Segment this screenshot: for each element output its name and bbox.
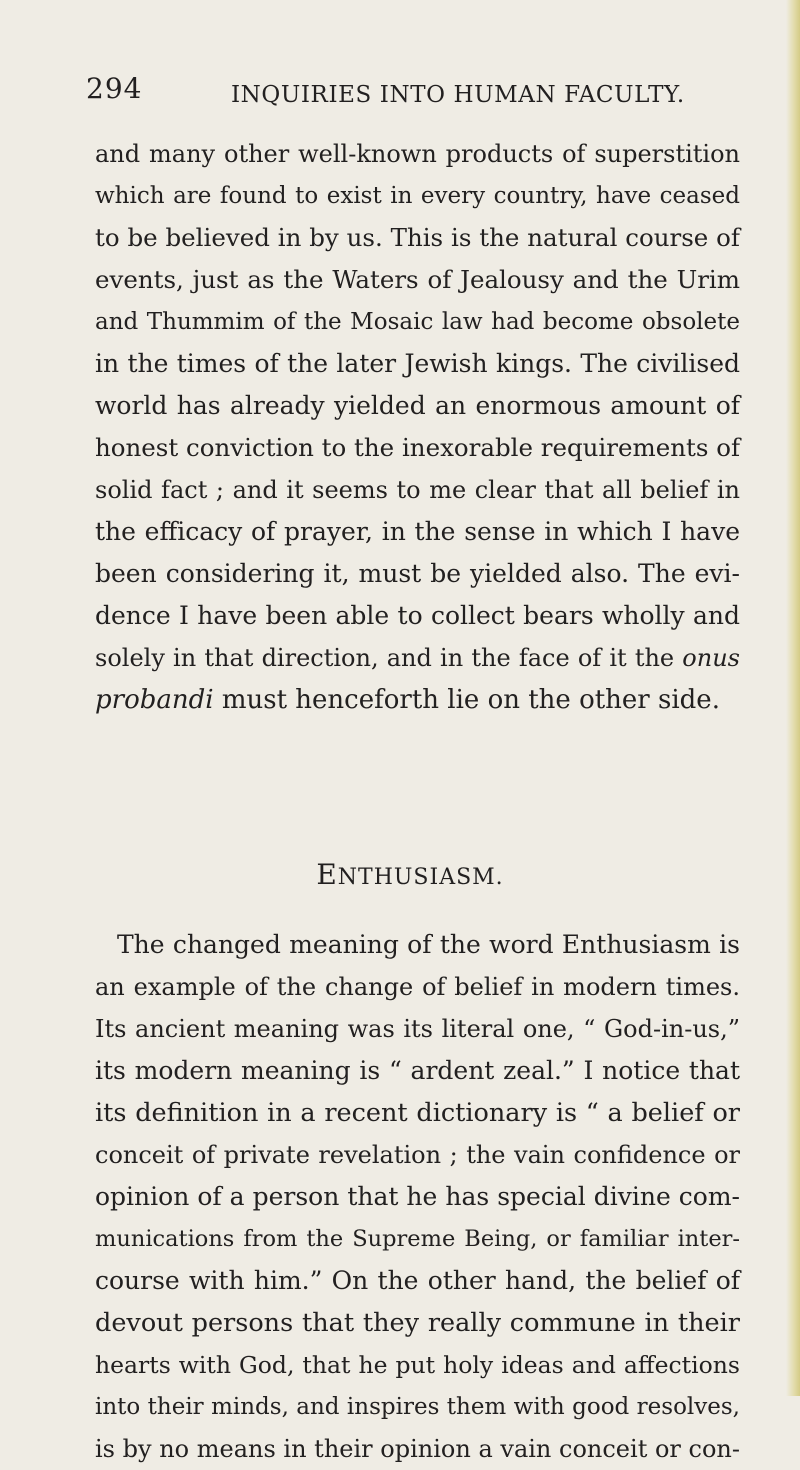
text-line: devout persons that they really commune in their bbox=[95, 1308, 740, 1338]
heading-initial: E bbox=[316, 858, 338, 891]
text-line: is by no means in their opinion a vain conceit or con- bbox=[95, 1435, 740, 1463]
page-edge-shadow bbox=[786, 0, 800, 1396]
text-line: and Thummim of the Mosaic law had become obsolete bbox=[95, 309, 740, 335]
text-line: Its ancient meaning was its literal one, “ God-in-us,” bbox=[95, 1015, 740, 1043]
italic-onus: onus bbox=[682, 644, 740, 672]
text-line: its definition in a recent dictionary is “ a belief or bbox=[95, 1098, 740, 1128]
italic-probandi: probandi bbox=[95, 685, 214, 715]
page-header bbox=[86, 72, 726, 112]
heading-rest: NTHUSIASM. bbox=[337, 865, 504, 890]
text-line: to be believed in by us. This is the natural course of bbox=[95, 223, 740, 252]
running-head: INQUIRIES INTO HUMAN FACULTY. bbox=[231, 82, 685, 108]
paragraph-superstition bbox=[95, 133, 740, 721]
text-line: course with him.” On the other hand, the belief of bbox=[95, 1266, 740, 1295]
text-line: which are found to exist in every country, have ceased bbox=[95, 183, 740, 209]
paragraph-enthusiasm bbox=[95, 924, 740, 1470]
text-line bbox=[95, 637, 740, 679]
text-line: its modern meaning is “ ardent zeal.” I notice that bbox=[95, 1056, 740, 1085]
text-line-rest: must henceforth lie on the other side. bbox=[213, 685, 720, 715]
section-heading-enthusiasm bbox=[0, 858, 800, 891]
text-line: the efficacy of prayer, in the sense in which I have bbox=[95, 517, 740, 546]
text-line: munications from the Supreme Being, or familiar inter- bbox=[95, 1226, 740, 1252]
text-line: conceit of private revelation ; the vain confidence or bbox=[95, 1141, 740, 1169]
text-line: and many other well-known products of superstition bbox=[95, 140, 740, 168]
text-line: world has already yielded an enormous amount of bbox=[95, 391, 740, 420]
text-line: in the times of the later Jewish kings. The civilised bbox=[95, 349, 740, 378]
text-line: into their minds, and inspires them with good resolves, bbox=[95, 1394, 740, 1420]
text-line: been considering it, must be yielded also. The evi- bbox=[95, 559, 740, 588]
text-line-lead: solely in that direction, and in the face of it the bbox=[95, 644, 675, 672]
text-line: events, just as the Waters of Jealousy and the Urim bbox=[95, 265, 740, 294]
text-line: honest conviction to the inexorable requirements of bbox=[95, 433, 741, 462]
text-line: hearts with God, that he put holy ideas and affections bbox=[95, 1351, 740, 1379]
text-line: opinion of a person that he has special divine com- bbox=[95, 1182, 740, 1211]
text-line: dence I have been able to collect bears wholly and bbox=[95, 601, 740, 630]
text-line: an example of the change of belief in modern times. bbox=[95, 973, 740, 1001]
page-number: 294 bbox=[86, 72, 143, 105]
text-line: solid fact ; and it seems to me clear that all belief in bbox=[95, 476, 740, 504]
text-line: The changed meaning of the word Enthusiasm is bbox=[117, 930, 740, 959]
text-line bbox=[95, 679, 740, 721]
